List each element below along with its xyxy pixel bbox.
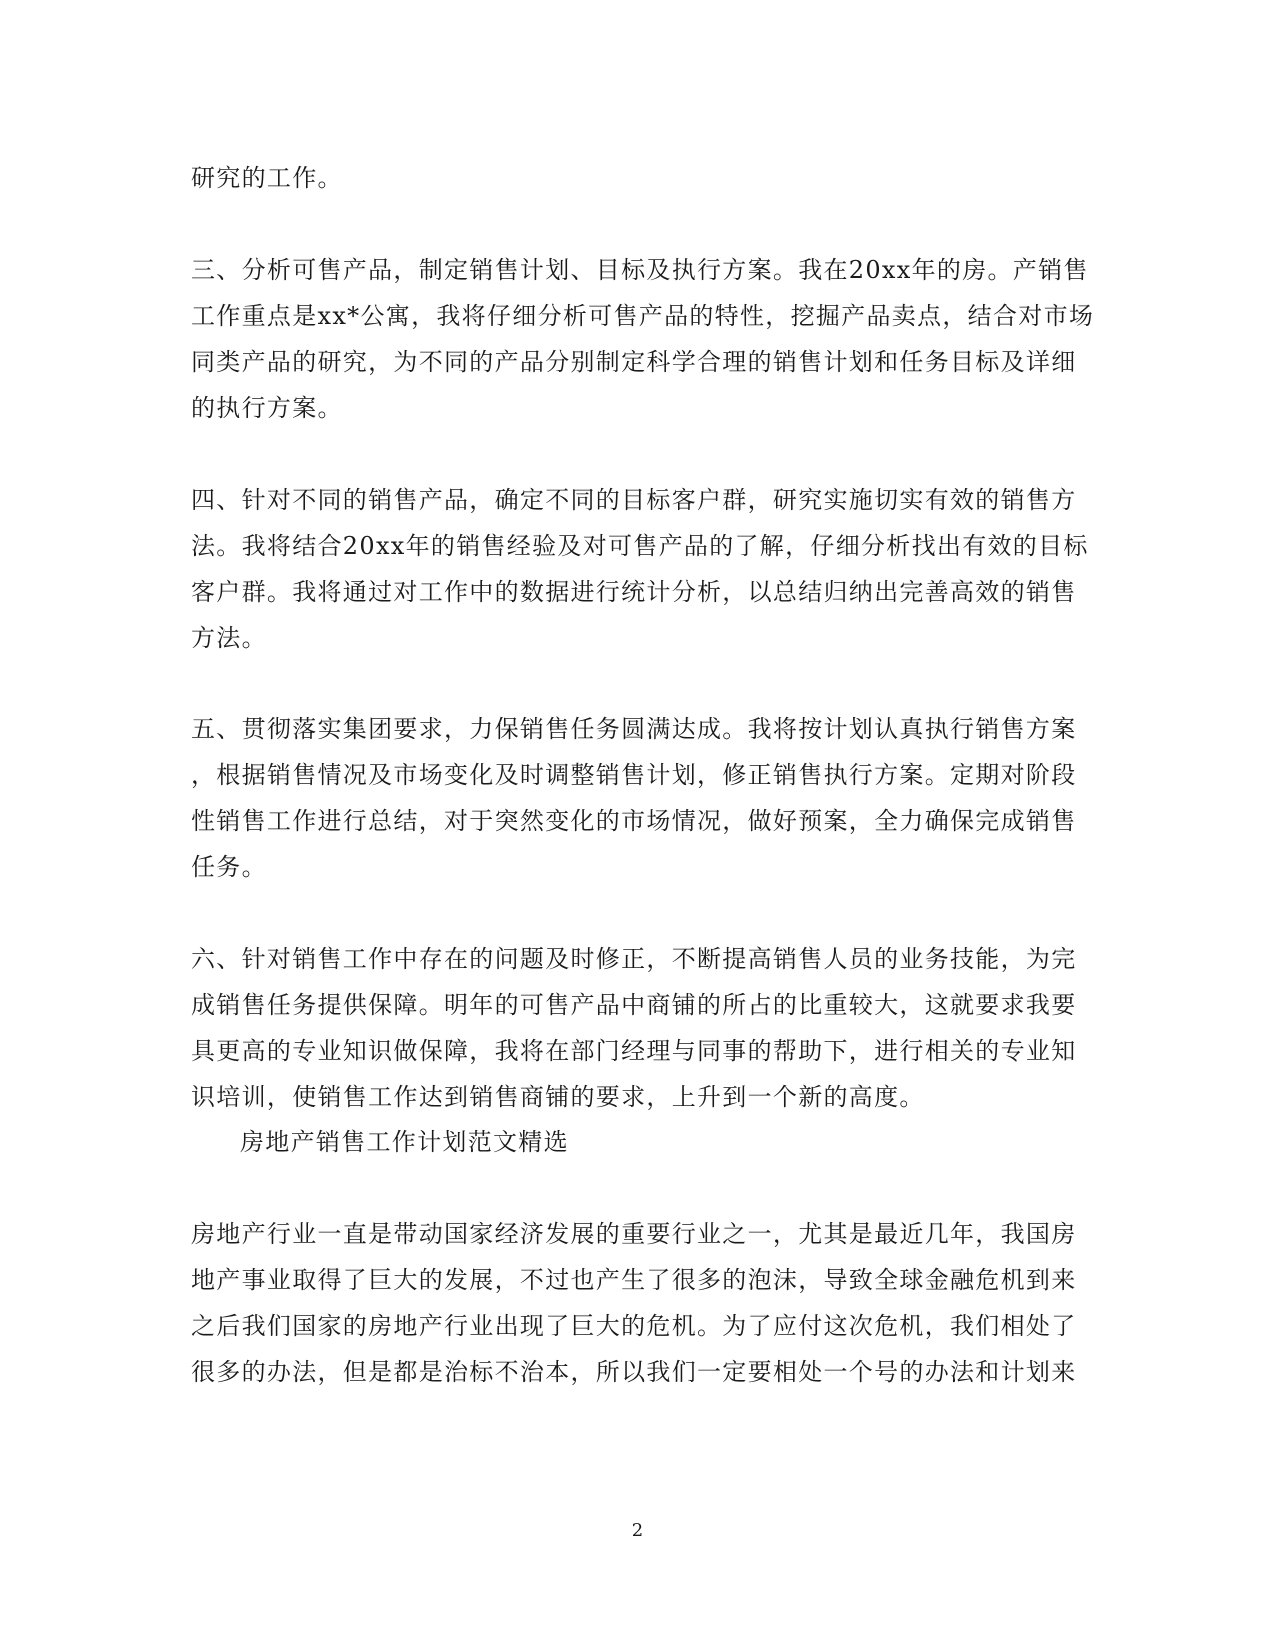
text-line: 具更高的专业知识做保障，我将在部门经理与同事的帮助下，进行相关的专业知 (191, 1037, 1077, 1065)
text-line: 方法。 (191, 624, 267, 652)
text-line: 法。我将结合20xx年的销售经验及对可售产品的了解，仔细分析找出有效的目标 (191, 532, 1089, 560)
text-line: 客户群。我将通过对工作中的数据进行统计分析，以总结归纳出完善高效的销售 (191, 578, 1077, 606)
text-line: 的执行方案。 (191, 394, 343, 422)
text-line: 工作重点是xx*公寓，我将仔细分析可售产品的特性，挖掘产品卖点，结合对市场 (191, 302, 1095, 330)
text-line: 成销售任务提供保障。明年的可售产品中商铺的所占的比重较大，这就要求我要 (191, 991, 1077, 1019)
text-line: 任务。 (191, 853, 267, 881)
text-line: 五、贯彻落实集团要求，力保销售任务圆满达成。我将按计划认真执行销售方案 (191, 715, 1077, 743)
text-line: 识培训，使销售工作达到销售商铺的要求，上升到一个新的高度。 (191, 1083, 925, 1111)
text-line: 三、分析可售产品，制定销售计划、目标及执行方案。我在20xx年的房。产销售 (191, 256, 1089, 284)
text-line: 之后我们国家的房地产行业出现了巨大的危机。为了应付这次危机，我们相处了 (191, 1312, 1077, 1340)
text-line: 同类产品的研究，为不同的产品分别制定科学合理的销售计划和任务目标及详细 (191, 348, 1077, 376)
text-line: 房地产行业一直是带动国家经济发展的重要行业之一，尤其是最近几年，我国房 (191, 1220, 1077, 1248)
text-line: 六、针对销售工作中存在的问题及时修正，不断提高销售人员的业务技能，为完 (191, 945, 1077, 973)
text-line: 四、针对不同的销售产品，确定不同的目标客户群，研究实施切实有效的销售方 (191, 486, 1077, 514)
text-line: 地产事业取得了巨大的发展，不过也产生了很多的泡沫，导致全球金融危机到来 (191, 1266, 1077, 1294)
text-line: ，根据销售情况及市场变化及时调整销售计划，修正销售执行方案。定期对阶段 (191, 761, 1077, 789)
page-number: 2 (631, 1520, 644, 1541)
text-line: 很多的办法，但是都是治标不治本，所以我们一定要相处一个号的办法和计划来 (191, 1358, 1077, 1386)
text-line: 性销售工作进行总结，对于突然变化的市场情况，做好预案，全力确保完成销售 (191, 807, 1077, 835)
text-line: 研究的工作。 (191, 164, 343, 192)
section-heading: 房地产销售工作计划范文精选 (240, 1128, 569, 1156)
